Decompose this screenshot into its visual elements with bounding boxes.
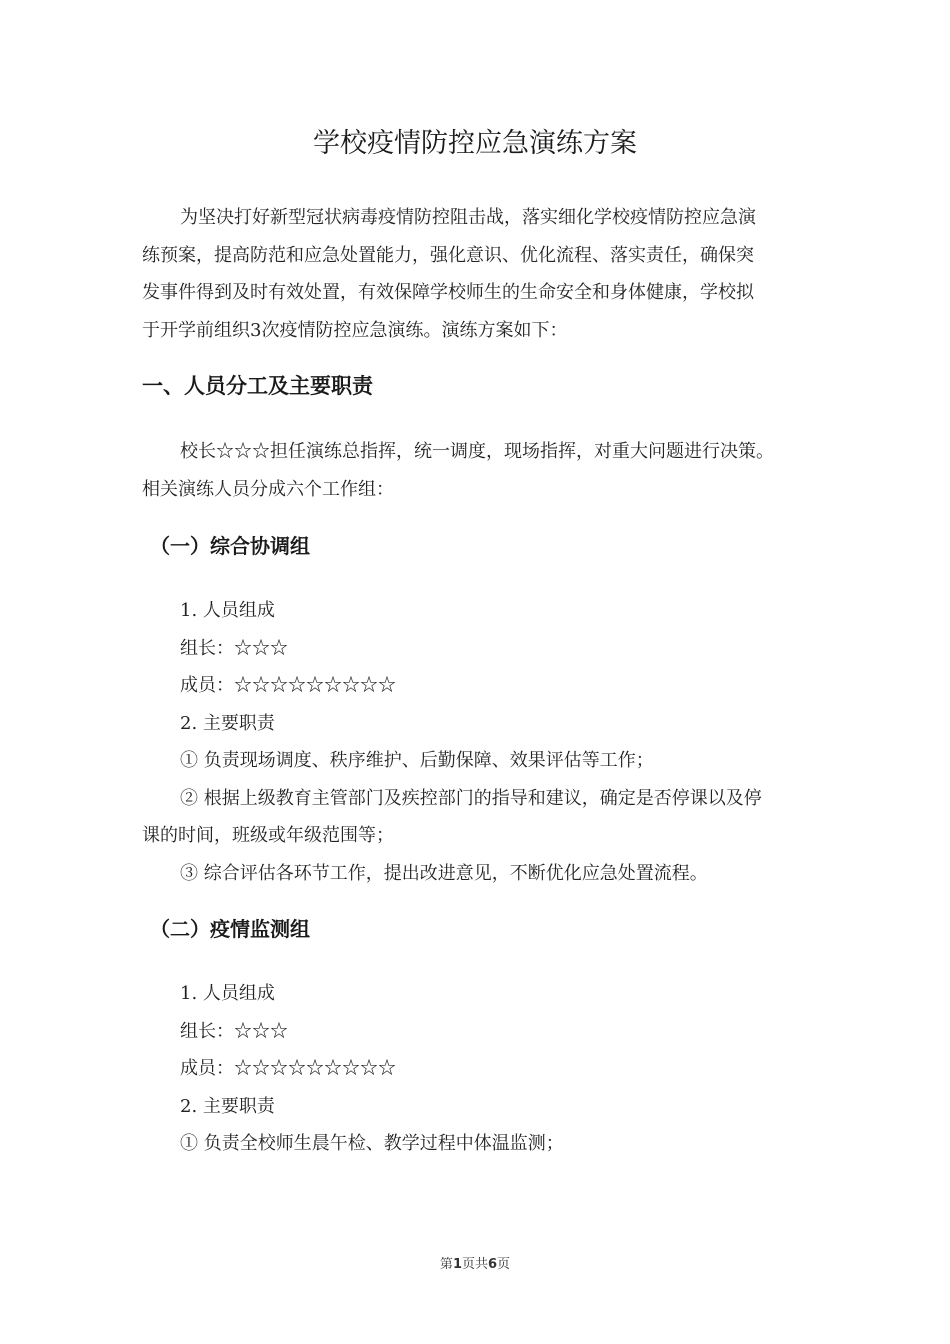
group2-duty-1: ① 负责全校师生晨午检、教学过程中体温监测；	[180, 1133, 564, 1154]
section-paragraph	[142, 433, 810, 508]
footer-middle: 页共	[461, 1257, 488, 1272]
intro-paragraph	[142, 199, 810, 349]
group1-members-title: 1. 人员组成	[180, 600, 275, 621]
group1-duty-1: ① 负责现场调度、秩序维护、后勤保障、效果评估等工作；	[180, 750, 654, 771]
group1-leader: 组长：☆☆☆	[180, 638, 288, 659]
group2-duties-title: 2. 主要职责	[180, 1096, 275, 1117]
document-title: 学校疫情防控应急演练方案	[313, 128, 637, 159]
group1-duty-2-continued: 课的时间，班级或年级范围等；	[142, 825, 394, 846]
section-heading: 一、人员分工及主要职责	[142, 374, 373, 398]
group1-members: 成员：☆☆☆☆☆☆☆☆☆	[180, 675, 396, 696]
intro-line: 练预案，提高防范和应急处置能力，强化意识、优化流程、落实责任，确保突	[142, 244, 754, 266]
footer-total-pages: 6	[488, 1257, 498, 1272]
group2-members-title: 1. 人员组成	[180, 983, 275, 1004]
page-footer	[0, 1256, 950, 1274]
intro-line: 发事件得到及时有效处置，有效保障学校师生的生命安全和身体健康，学校拟	[142, 282, 754, 303]
group1-duty-2: ② 根据上级教育主管部门及疾控部门的指导和建议，确定是否停课以及停	[180, 788, 762, 809]
section-line: 相关演练人员分成六个工作组：	[142, 478, 394, 500]
section-line: 校长☆☆☆担任演练总指挥，统一调度，现场指挥，对重大问题进行决策。	[180, 441, 774, 462]
intro-line: 于开学前组织3次疫情防控应急演练。演练方案如下：	[142, 319, 568, 341]
intro-line: 为坚决打好新型冠状病毒疫情防控阻击战，落实细化学校疫情防控应急演	[180, 207, 756, 228]
group2-leader: 组长：☆☆☆	[180, 1021, 288, 1042]
group2-members: 成员：☆☆☆☆☆☆☆☆☆	[180, 1058, 396, 1079]
footer-suffix: 页	[497, 1257, 511, 1272]
group1-duty-3: ③ 综合评估各环节工作，提出改进意见，不断优化应急处置流程。	[180, 863, 708, 884]
group2-heading: （二）疫情监测组	[150, 917, 310, 941]
group1-duties-title: 2. 主要职责	[180, 713, 275, 734]
footer-prefix: 第	[439, 1257, 453, 1272]
group1-heading: （一）综合协调组	[150, 534, 310, 558]
footer-page-number: 1	[452, 1257, 462, 1272]
